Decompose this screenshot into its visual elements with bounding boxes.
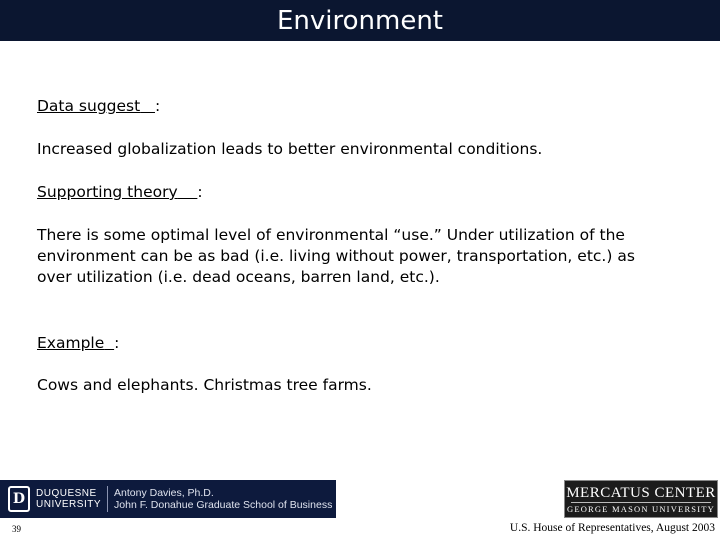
page-number: 39 [12,524,21,534]
data-label: Data suggest [37,97,141,115]
presenter-info [114,487,332,511]
data-heading [37,96,637,117]
mercatus-logo [564,480,718,518]
example-label: Example [37,334,105,352]
example-heading [37,333,637,354]
center-university: GEORGE MASON UNIVERSITY [566,503,715,514]
logo-rule [571,502,711,503]
presenter-name: Antony Davies, Ph.D. [114,487,214,499]
example-colon: : [114,334,120,352]
data-text: Increased globalization leads to better environmental conditions. [37,140,543,158]
presenter-school: John F. Donahue Graduate School of Business [114,499,333,511]
theory-label: Supporting theory [37,183,178,201]
duquesne-logo [0,480,336,518]
center-name: MERCATUS CENTER [566,484,716,501]
university-line2: UNIVERSITY [36,499,102,510]
university-line1: DUQUESNE [36,488,97,499]
theory-heading [37,182,637,203]
footer-credit: U.S. House of Representatives, August 2003 [509,522,715,534]
theory-text: There is some optimal level of environmental “use.” Under utilization of the environment can be as bad (i.e. living without power, transportation, etc.) as over utilization (i.e. dead oceans, barren land, etc.). [37,226,635,286]
example-text: Cows and elephants. Christmas tree farms. [37,376,372,394]
university-seal-icon: D [8,486,30,512]
theory-colon: : [197,183,203,201]
university-name [36,488,101,510]
title-bar [0,0,720,41]
logo-divider [107,486,108,512]
data-colon: : [154,97,161,115]
slide-title: Environment [276,5,444,36]
